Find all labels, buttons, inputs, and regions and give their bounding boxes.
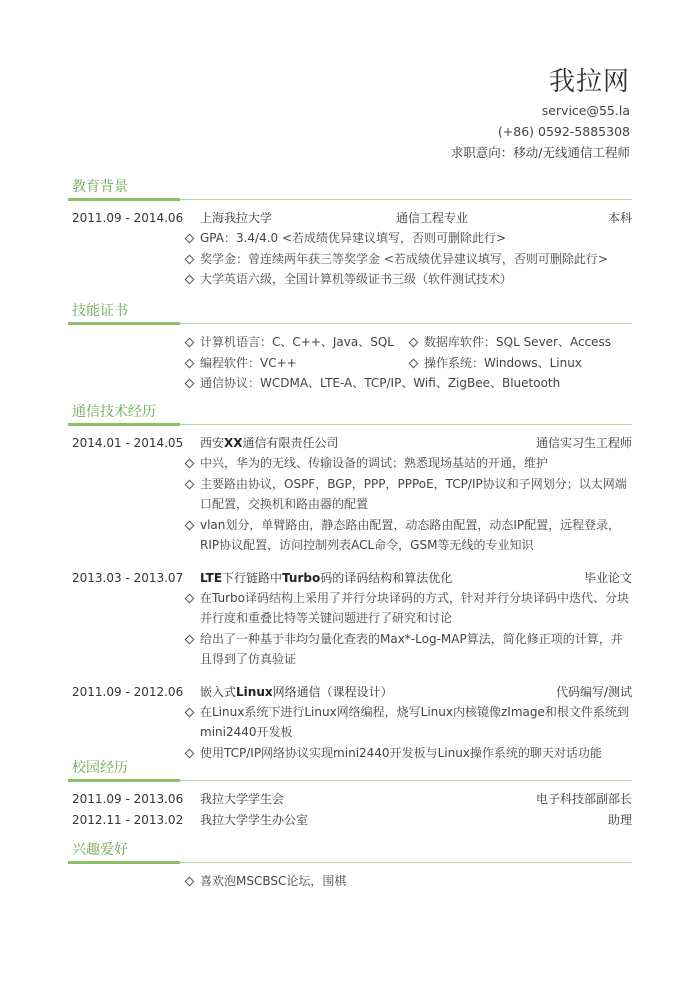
education-date: 2011.09 - 2014.06 — [72, 211, 184, 225]
section-experience — [68, 401, 632, 763]
diamond-bullet-icon — [185, 254, 195, 264]
section-divider — [68, 322, 632, 325]
experience-date: 2011.09 - 2012.06 — [72, 684, 184, 699]
campus-date: 2012.11 - 2013.02 — [72, 813, 184, 827]
section-campus — [68, 757, 632, 831]
resume-header — [451, 64, 630, 163]
job-objective: 求职意向：移动/无线通信工程师 — [450, 145, 630, 160]
list-item: 奖学金：曾连续两年获三等奖学金 <若成绩优异建议填写，否则可删除此行> — [184, 249, 632, 270]
section-title: 兴趣爱好 — [72, 842, 128, 858]
diamond-bullet-icon — [185, 234, 195, 244]
campus-row — [68, 810, 632, 831]
school-name: 上海我拉大学 — [200, 211, 273, 225]
diamond-bullet-icon — [409, 338, 419, 348]
section-hobbies — [68, 839, 632, 892]
list-item: 编程软件：VC++ — [184, 353, 408, 374]
diamond-bullet-icon — [185, 877, 195, 887]
list-item: 通信协议：WCDMA、LTE-A、TCP/IP、Wifi、ZigBee、Bluetooth — [184, 373, 632, 394]
diamond-bullet-icon — [185, 275, 195, 285]
diamond-bullet-icon — [185, 459, 195, 469]
major: 通信工程专业 — [396, 211, 469, 225]
section-title: 通信技术经历 — [72, 404, 156, 420]
experience-row — [68, 682, 632, 702]
section-education — [68, 176, 632, 290]
experience-date: 2014.01 - 2014.05 — [72, 436, 184, 450]
campus-role: 助理 — [607, 813, 632, 827]
experience-role: 通信实习生工程师 — [535, 436, 632, 450]
experience-title: LTE下行链路中Turbo码的译码结构和算法优化 — [200, 570, 453, 585]
list-item: 喜欢泡MSCBSC论坛，围棋 — [184, 871, 632, 892]
candidate-name: 我拉网 — [548, 67, 630, 97]
section-skills — [68, 300, 632, 394]
experience-role: 代码编写/测试 — [555, 684, 632, 699]
campus-row — [68, 789, 632, 810]
section-divider — [68, 779, 632, 782]
section-title: 技能证书 — [72, 303, 128, 319]
list-item: GPA：3.4/4.0 <若成绩优异建议填写，否则可删除此行> — [184, 228, 632, 249]
diamond-bullet-icon — [409, 358, 419, 368]
diamond-bullet-icon — [185, 338, 195, 348]
education-row — [68, 208, 632, 228]
diamond-bullet-icon — [185, 707, 195, 717]
list-item: 使用TCP/IP网络协议实现mini2440开发板与Linux操作系统的聊天对话功能 — [184, 743, 632, 764]
experience-bullets — [184, 588, 632, 670]
experience-row — [68, 568, 632, 588]
degree: 本科 — [607, 211, 632, 225]
skills-list — [184, 332, 632, 394]
diamond-bullet-icon — [185, 634, 195, 644]
list-item: 大学英语六级，全国计算机等级证书三级（软件测试技术） — [184, 269, 632, 290]
section-divider — [68, 198, 632, 201]
list-item: 给出了一种基于非均匀量化查表的Max*-Log-MAP算法，简化修正项的计算，并且得到了仿真验证 — [184, 629, 632, 670]
education-bullets — [184, 228, 632, 290]
list-item: vlan划分，单臂路由，静态路由配置，动态路由配置，动态IP配置，远程登录，RIP协议配置，访问控制列表ACL命令，GSM等无线的专业知识 — [184, 515, 632, 556]
campus-role: 电子科技部副部长 — [535, 792, 632, 806]
experience-role: 毕业论文 — [583, 570, 632, 585]
section-divider — [68, 861, 632, 864]
experience-row — [68, 433, 632, 453]
experience-bullets — [184, 453, 632, 556]
section-title: 校园经历 — [72, 760, 128, 776]
diamond-bullet-icon — [185, 520, 195, 530]
list-item: 在Linux系统下进行Linux网络编程，烧写Linux内核镜像zImage和根文件系统到mini2440开发板 — [184, 702, 632, 743]
list-item: 中兴，华为的无线、传输设备的调试；熟悉现场基站的开通，维护 — [184, 453, 632, 474]
experience-title: 西安XX通信有限责任公司 — [200, 436, 339, 450]
campus-date: 2011.09 - 2013.06 — [72, 792, 184, 806]
campus-org: 我拉大学学生会 — [200, 792, 285, 806]
list-item: 计算机语言：C、C++、Java、SQL — [184, 332, 408, 353]
hobbies-list — [184, 871, 632, 892]
email: service@55.la — [541, 103, 630, 118]
diamond-bullet-icon — [185, 479, 195, 489]
section-divider — [68, 423, 632, 426]
phone: (+86) 0592-5885308 — [497, 124, 630, 139]
experience-date: 2013.03 - 2013.07 — [72, 570, 184, 585]
diamond-bullet-icon — [185, 379, 195, 389]
campus-org: 我拉大学学生办公室 — [200, 813, 309, 827]
experience-title: 嵌入式Linux网络通信（课程设计） — [200, 684, 393, 699]
list-item: 数据库软件：SQL Sever、Access — [408, 332, 632, 353]
experience-bullets — [184, 702, 632, 764]
list-item: 在Turbo译码结构上采用了并行分块译码的方式，针对并行分块译码中迭代、分块并行度和重叠比特等关键问题进行了研究和讨论 — [184, 588, 632, 629]
list-item: 操作系统：Windows、Linux — [408, 353, 632, 374]
diamond-bullet-icon — [185, 358, 195, 368]
list-item: 主要路由协议，OSPF，BGP，PPP，PPPoE，TCP/IP协议和子网划分；以太网端口配置，交换机和路由器的配置 — [184, 474, 632, 515]
diamond-bullet-icon — [185, 593, 195, 603]
section-title: 教育背景 — [72, 179, 128, 195]
